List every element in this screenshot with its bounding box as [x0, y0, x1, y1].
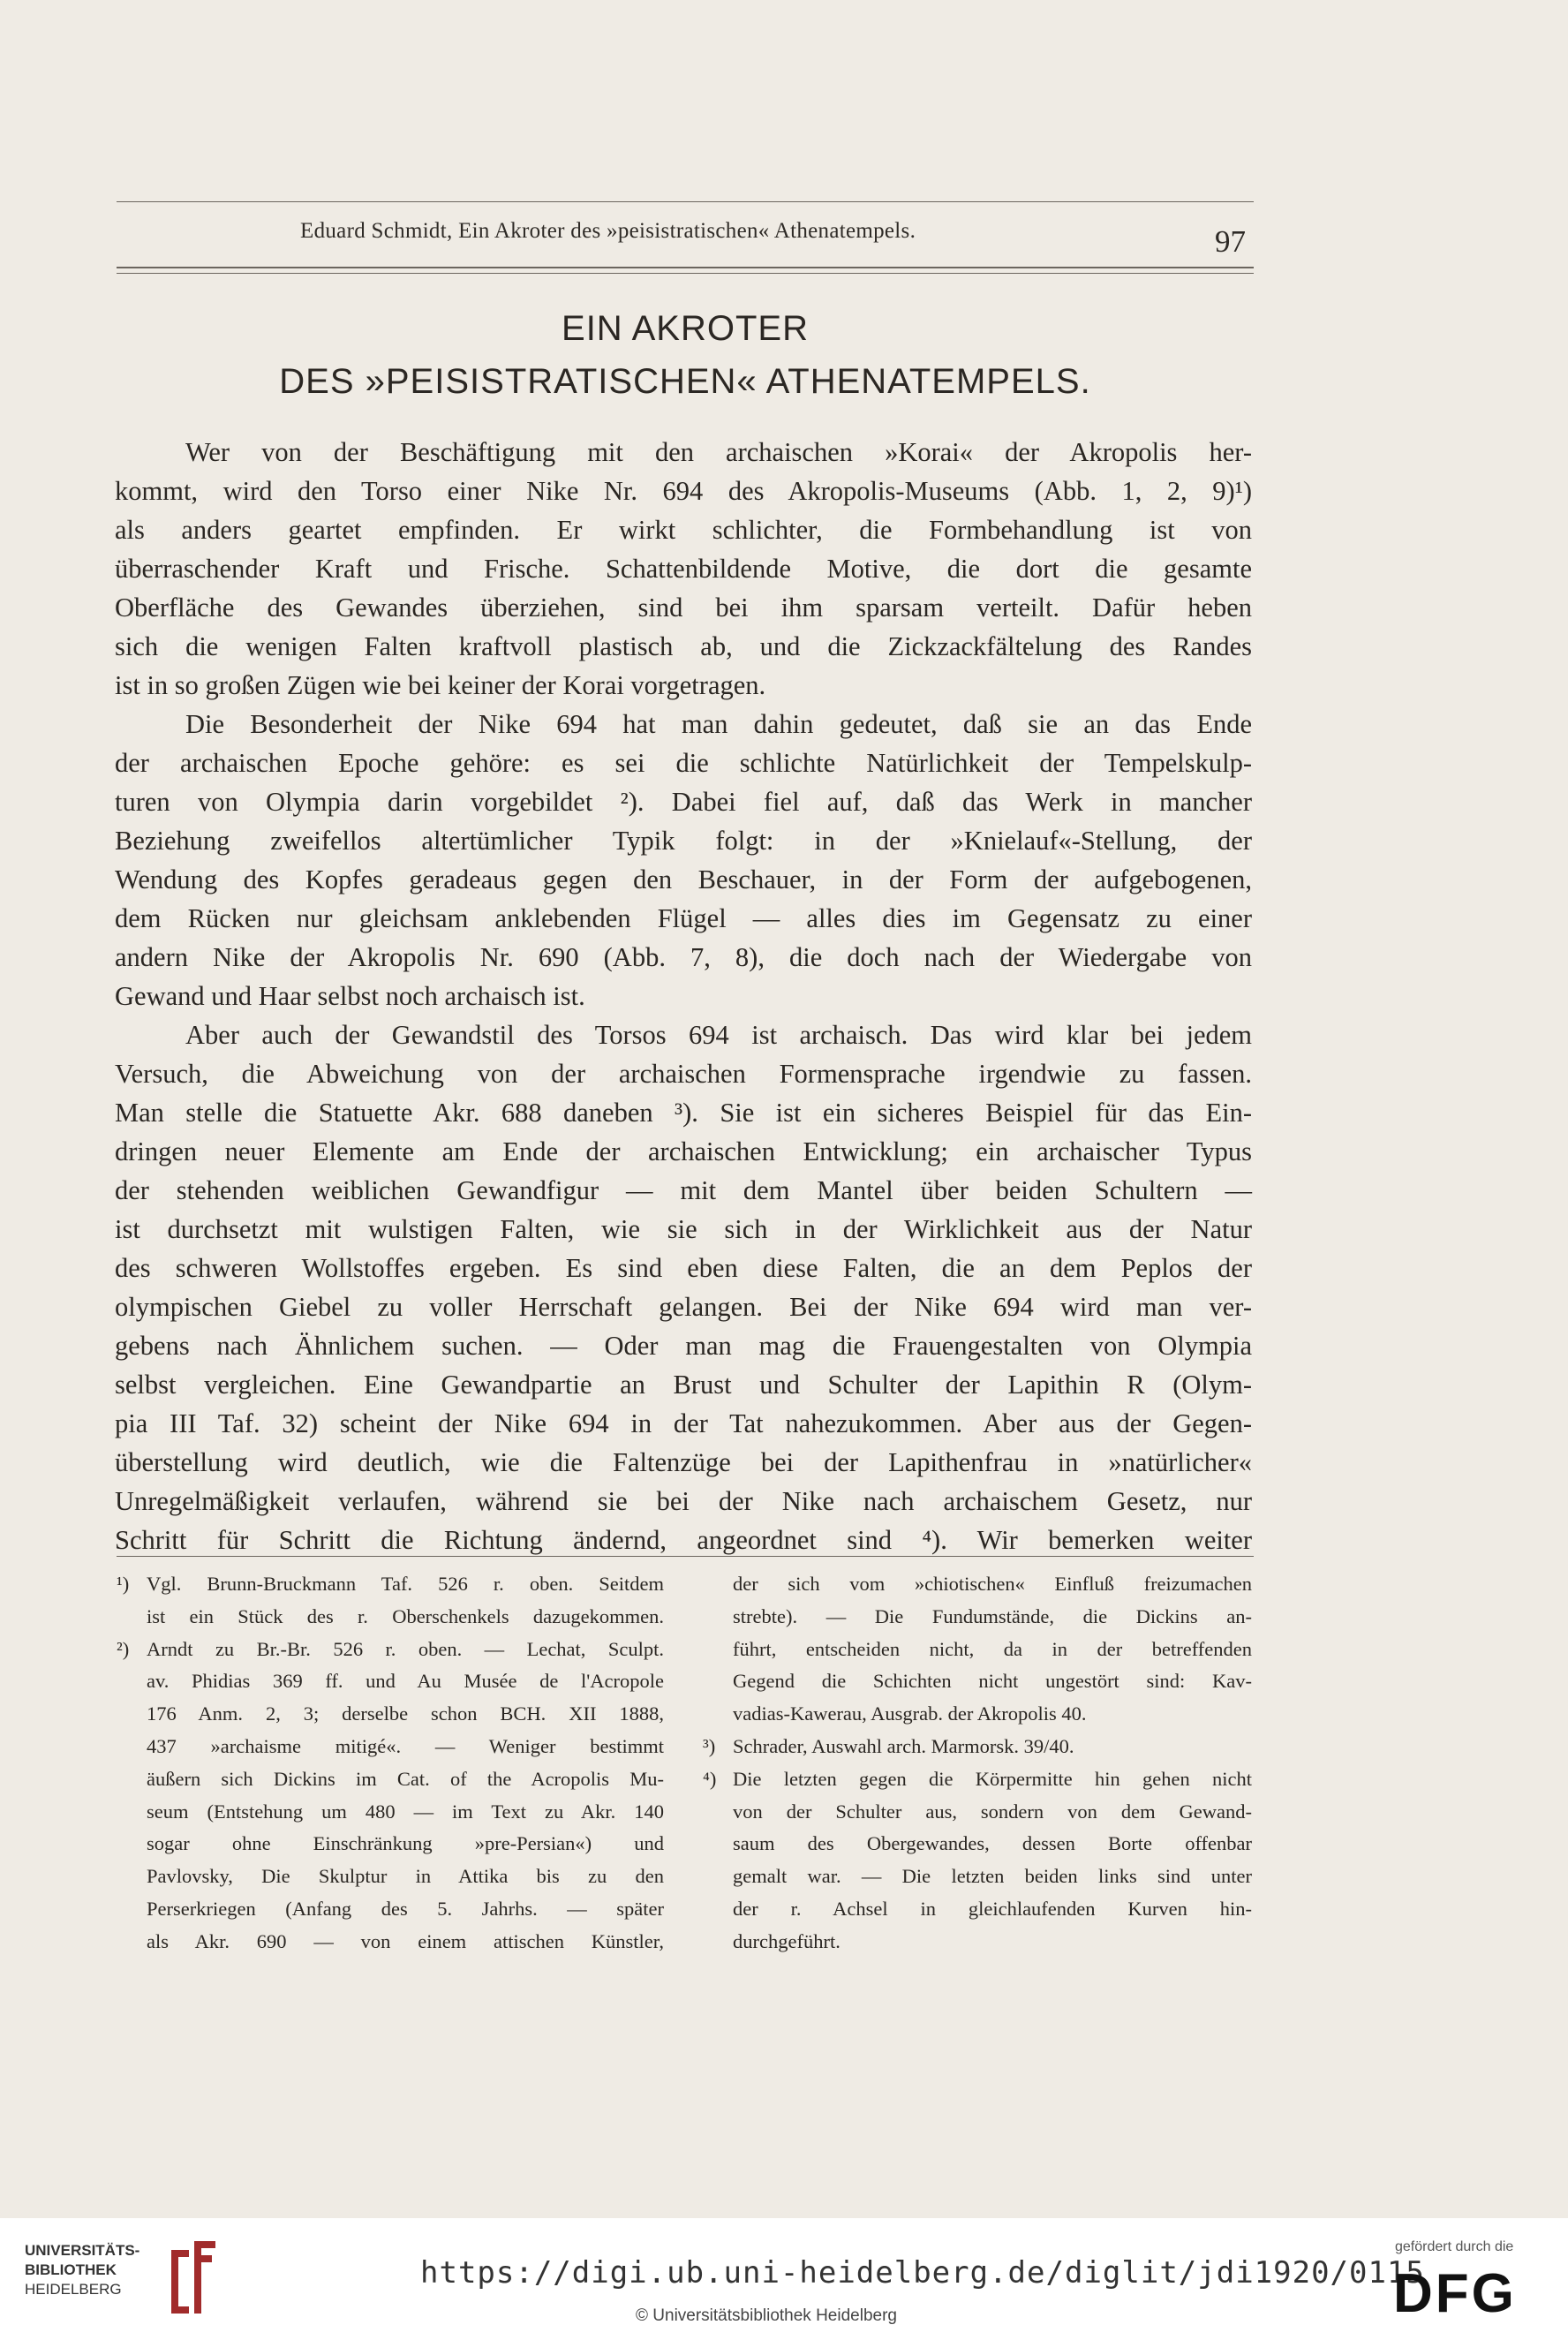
footnote-line: von der Schulter aus, sondern von dem Gewand- — [733, 1800, 1252, 1823]
footnote-line: strebte). — Die Fundumstände, die Dickins an- — [733, 1604, 1252, 1627]
body-line: Man stelle die Statuette Akr. 688 daneben ³). Sie ist ein sicheres Beispiel für das Ein- — [115, 1098, 1252, 1128]
header-rule-bottom — [117, 267, 1254, 268]
body-line: Schritt für Schritt die Richtung ändernd, angeordnet sind ⁴). Wir bemerken weiter — [115, 1525, 1252, 1555]
footnote-line: Pavlovsky, Die Skulptur in Attika bis zu den — [147, 1865, 664, 1888]
permalink-url[interactable]: https://digi.ub.uni-heidelberg.de/diglit/jdi1920/0115 — [420, 2255, 1425, 2291]
viewer-footer — [0, 2218, 1568, 2340]
footnotes-right-column — [703, 1568, 1252, 1959]
body-line: überstellung wird deutlich, wie die Faltenzüge bei der Lapithenfrau in »natürlicher« — [115, 1447, 1252, 1477]
body-line: Wendung des Kopfes geradeaus gegen den Beschauer, in der Form der aufgebogenen, — [115, 864, 1252, 894]
body-line: Die Besonderheit der Nike 694 hat man dahin gedeutet, daß sie an das Ende — [185, 709, 1252, 739]
footnote-line: seum (Entstehung um 480 — im Text zu Akr. 140 — [147, 1800, 664, 1823]
footnote-line: gemalt war. — Die letzten beiden links sind unter — [733, 1865, 1252, 1888]
body-line: ist in so großen Zügen wie bei keiner der Korai vorgetragen. — [115, 670, 766, 700]
footnote-line: ²) Arndt zu Br.-Br. 526 r. oben. — Lechat, Sculpt. — [117, 1634, 664, 1666]
footnote-line: ⁴) Die letzten gegen die Körpermitte hin gehen nicht — [703, 1763, 1252, 1796]
footnote-line: als Akr. 690 — von einem attischen Künstler, — [147, 1929, 664, 1952]
body-line: ist durchsetzt mit wulstigen Falten, wie sie sich in der Wirklichkeit aus der Natur — [115, 1214, 1252, 1244]
footnote-line: saum des Obergewandes, dessen Borte offenbar — [733, 1832, 1252, 1855]
footnote-line: vadias-Kawerau, Ausgrab. der Akropolis 40. — [733, 1702, 1087, 1725]
body-line: turen von Olympia darin vorgebildet ²). Dabei fiel auf, daß das Werk in mancher — [115, 787, 1252, 817]
footnote-line: av. Phidias 369 ff. und Au Musée de l'Acropole — [147, 1670, 664, 1693]
footnote-line: ist ein Stück des r. Oberschenkels dazugekommen. — [147, 1604, 664, 1627]
body-line: Oberfläche des Gewandes überziehen, sind bei ihm sparsam verteilt. Dafür heben — [115, 593, 1252, 623]
footnote-line: 437 »archaisme mitigé«. — Weniger bestimmt — [147, 1734, 664, 1757]
footnote-line: führt, entscheiden nicht, da in der betreffenden — [733, 1637, 1252, 1660]
body-line: Beziehung zweifellos altertümlicher Typik folgt: in der »Knielauf«-Stellung, der — [115, 826, 1252, 856]
footnote-line: Gegend die Schichten nicht ungestört sind: Kav- — [733, 1670, 1252, 1693]
body-line: als anders geartet empfinden. Er wirkt schlichter, die Formbehandlung ist von — [115, 515, 1252, 545]
body-line: sich die wenigen Falten kraftvoll plastisch ab, und die Zickzackfältelung des Randes — [115, 631, 1252, 661]
footnote-marker: ⁴) — [703, 1767, 717, 1790]
footnote-rule — [117, 1556, 1254, 1557]
header-rule-top — [117, 201, 1254, 202]
body-line: der archaischen Epoche gehöre: es sei die schlichte Natürlichkeit der Tempelskulp- — [115, 748, 1252, 778]
body-line: des schweren Wollstoffes ergeben. Es sind eben diese Falten, die an dem Peplos der — [115, 1253, 1252, 1283]
body-text — [115, 433, 1252, 1559]
article-title-line-1: EIN AKROTER — [562, 309, 809, 348]
article-title-line-2: DES »PEISISTRATISCHEN« ATHENATEMPELS. — [279, 362, 1091, 401]
footnotes-left-column — [117, 1568, 664, 1959]
footnote-line: der sich vom »chiotischen« Einfluß freizumachen — [733, 1573, 1252, 1595]
footnote-line: durchgeführt. — [733, 1929, 841, 1952]
footnote-line: äußern sich Dickins im Cat. of the Acropolis Mu- — [147, 1767, 664, 1790]
body-line: dringen neuer Elemente am Ende der archaischen Entwicklung; ein archaischer Typus — [115, 1136, 1252, 1166]
body-line: Unregelmäßigkeit verlaufen, während sie bei der Nike nach archaischem Gesetz, nur — [115, 1486, 1252, 1516]
body-line: überraschender Kraft und Frische. Schattenbildende Motive, die dort die gesamte — [115, 554, 1252, 584]
body-line: pia III Taf. 32) scheint der Nike 694 in der Tat nahezukommen. Aber aus der Gegen- — [115, 1408, 1252, 1438]
footnote-line: sogar ohne Einschränkung »pre-Persian«) und — [147, 1832, 664, 1855]
library-logo-icon[interactable] — [159, 2238, 221, 2319]
body-line: gebens nach Ähnlichem suchen. — Oder man mag die Frauengestalten von Olympia — [115, 1331, 1252, 1361]
footnote-line: ³) Schrader, Auswahl arch. Marmorsk. 39/40. — [703, 1731, 1252, 1763]
dfg-logo[interactable]: DFG — [1393, 2263, 1517, 2324]
body-line: Gewand und Haar selbst noch archaisch ist. — [115, 981, 585, 1011]
header-rule-bottom-thin — [117, 273, 1254, 274]
footnote-line: Perserkriegen (Anfang des 5. Jahrhs. — später — [147, 1897, 664, 1920]
footnote-line: der r. Achsel in gleichlaufenden Kurven hin- — [733, 1897, 1252, 1920]
page-number: 97 — [1215, 224, 1246, 259]
body-line: andern Nike der Akropolis Nr. 690 (Abb. 7, 8), die doch nach der Wiedergabe von — [115, 942, 1252, 972]
body-line: dem Rücken nur gleichsam anklebenden Flügel — alles dies im Gegensatz zu einer — [115, 903, 1252, 933]
funding-caption: gefördert durch die — [1395, 2239, 1514, 2254]
body-line: Wer von der Beschäftigung mit den archaischen »Korai« der Akropolis her- — [185, 437, 1252, 467]
footnote-line: ¹) Vgl. Brunn-Bruckmann Taf. 526 r. oben. Seitdem — [117, 1568, 664, 1601]
body-line: selbst vergleichen. Eine Gewandpartie an Brust und Schulter der Lapithin R (Olym- — [115, 1370, 1252, 1400]
body-line: kommt, wird den Torso einer Nike Nr. 694 des Akropolis-Museums (Abb. 1, 2, 9)¹) — [115, 476, 1252, 506]
body-line: Aber auch der Gewandstil des Torsos 694 ist archaisch. Das wird klar bei jedem — [185, 1020, 1252, 1050]
copyright-notice: © Universitätsbibliothek Heidelberg — [636, 2306, 897, 2325]
body-line: der stehenden weiblichen Gewandfigur — mit dem Mantel über beiden Schultern — — [115, 1175, 1252, 1205]
footnote-line: 176 Anm. 2, 3; derselbe schon BCH. XII 1888, — [147, 1702, 664, 1725]
body-line: olympischen Giebel zu voller Herrschaft gelangen. Bei der Nike 694 wird man ver- — [115, 1292, 1252, 1322]
footnote-marker: ²) — [117, 1637, 130, 1660]
running-header: Eduard Schmidt, Ein Akroter des »peisistratischen« Athenatempels. — [300, 219, 916, 243]
footnote-marker: ³) — [703, 1734, 716, 1757]
body-line: Versuch, die Abweichung von der archaischen Formensprache irgendwie zu fassen. — [115, 1059, 1252, 1089]
library-logo-text[interactable]: UNIVERSITÄTS- BIBLIOTHEK HEIDELBERG — [25, 2242, 140, 2298]
footnote-marker: ¹) — [117, 1573, 130, 1595]
